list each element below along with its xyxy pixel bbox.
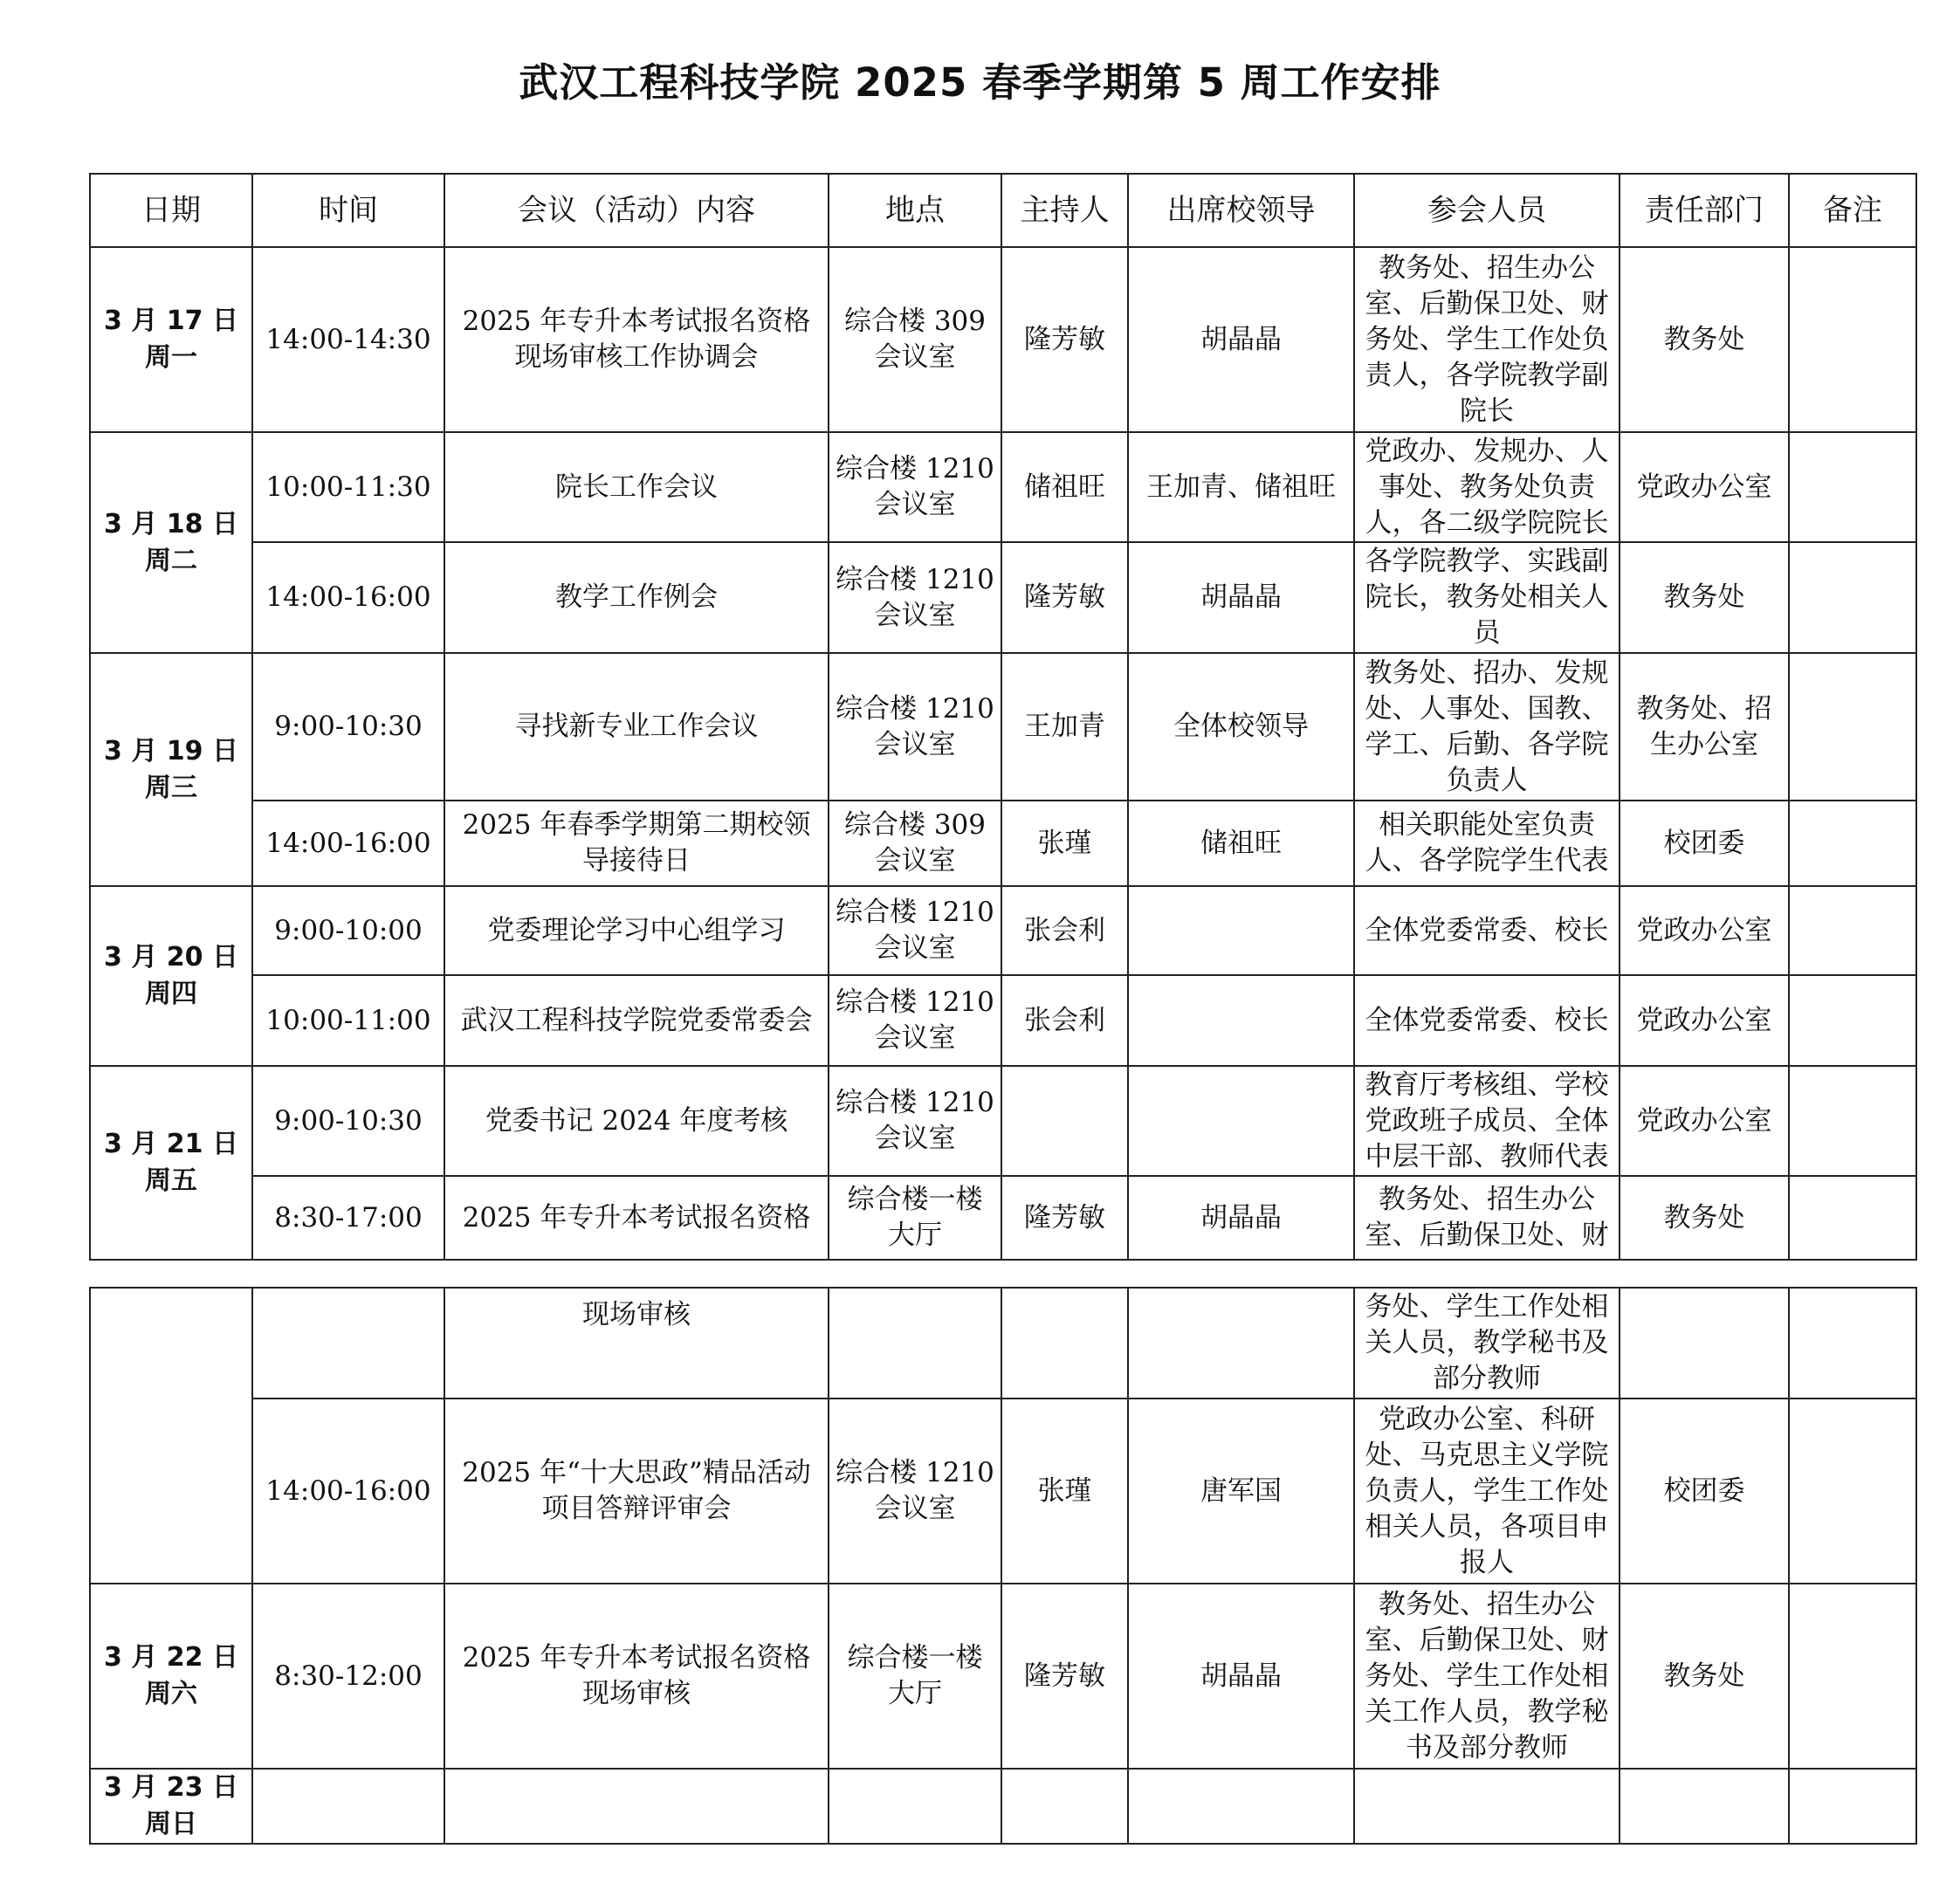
- note-cell: [1789, 1769, 1916, 1844]
- host-cell: 王加青: [1001, 653, 1128, 801]
- host-cell: 隆芳敏: [1001, 542, 1128, 653]
- date-cell: [90, 1066, 252, 1260]
- leaders-cell: [1128, 975, 1354, 1066]
- table-header-row: [90, 174, 1916, 247]
- note-cell: [1789, 975, 1916, 1066]
- weekday-label: 周五: [145, 1165, 197, 1196]
- header-attendees: 参会人员: [1354, 174, 1620, 247]
- table-row: [90, 432, 1916, 542]
- weekday-label: 周三: [145, 772, 197, 803]
- note-cell: [1789, 247, 1916, 432]
- table-row: [90, 1288, 1916, 1399]
- time-cell: [252, 1288, 444, 1399]
- date-cell: [90, 432, 252, 653]
- weekday-label: 周日: [145, 1809, 197, 1839]
- attendees-cell: 党政办公室、科研处、马克思主义学院负责人，学生工作处相关人员，各项目申报人: [1354, 1399, 1620, 1584]
- content-cell: 寻找新专业工作会议: [444, 653, 829, 801]
- content-cell: 2025 年“十大思政”精品活动项目答辩评审会: [444, 1399, 829, 1584]
- location-cell: 综合楼一楼大厅: [829, 1584, 1001, 1769]
- host-cell: [1001, 1288, 1128, 1399]
- location-cell: 综合楼 1210 会议室: [829, 432, 1001, 542]
- location-cell: 综合楼 1210 会议室: [829, 886, 1001, 975]
- location-cell: 综合楼 1210 会议室: [829, 542, 1001, 653]
- leaders-cell: 胡晶晶: [1128, 1584, 1354, 1769]
- note-cell: [1789, 653, 1916, 801]
- date-label: 3 月 23 日: [104, 1772, 238, 1803]
- note-cell: [1789, 1399, 1916, 1584]
- attendees-cell: 相关职能处室负责人、各学院学生代表: [1354, 801, 1620, 886]
- leaders-cell: [1128, 886, 1354, 975]
- leaders-cell: 王加青、储祖旺: [1128, 432, 1354, 542]
- time-cell: 14:00-16:00: [252, 1399, 444, 1584]
- attendees-cell: 教务处、招生办公室、后勤保卫处、财务处、学生工作处负责人，各学院教学副院长: [1354, 247, 1620, 432]
- time-cell: 8:30-17:00: [252, 1176, 444, 1260]
- table-row: [90, 975, 1916, 1066]
- note-cell: [1789, 1066, 1916, 1176]
- table-row: [90, 1399, 1916, 1584]
- host-cell: 张会利: [1001, 975, 1128, 1066]
- header-location: 地点: [829, 174, 1001, 247]
- time-cell: 10:00-11:00: [252, 975, 444, 1066]
- time-cell: [252, 1769, 444, 1844]
- dept-cell: [1620, 1288, 1789, 1399]
- date-cell: [90, 1584, 252, 1769]
- dept-cell: 党政办公室: [1620, 432, 1789, 542]
- note-cell: [1789, 801, 1916, 886]
- time-cell: 10:00-11:30: [252, 432, 444, 542]
- date-label: 3 月 21 日: [104, 1129, 238, 1159]
- dept-cell: 教务处: [1620, 247, 1789, 432]
- attendees-cell: [1354, 1769, 1620, 1844]
- host-cell: 张瑾: [1001, 801, 1128, 886]
- time-cell: 14:00-16:00: [252, 542, 444, 653]
- header-time: 时间: [252, 174, 444, 247]
- time-cell: 14:00-14:30: [252, 247, 444, 432]
- note-cell: [1789, 886, 1916, 975]
- content-cell: 2025 年专升本考试报名资格: [444, 1176, 829, 1260]
- time-cell: 8:30-12:00: [252, 1584, 444, 1769]
- header-content: 会议（活动）内容: [444, 174, 829, 247]
- schedule-table: [89, 173, 1917, 1261]
- content-cell: [444, 1769, 829, 1844]
- header-host: 主持人: [1001, 174, 1128, 247]
- leaders-cell: [1128, 1769, 1354, 1844]
- location-cell: 综合楼 1210 会议室: [829, 975, 1001, 1066]
- note-cell: [1789, 1584, 1916, 1769]
- weekday-label: 周二: [145, 545, 197, 576]
- table-row: [90, 1176, 1916, 1260]
- leaders-cell: 储祖旺: [1128, 801, 1354, 886]
- dept-cell: 校团委: [1620, 801, 1789, 886]
- content-cell: 党委书记 2024 年度考核: [444, 1066, 829, 1176]
- date-label: 3 月 19 日: [104, 735, 238, 766]
- host-cell: [1001, 1066, 1128, 1176]
- content-cell: 武汉工程科技学院党委常委会: [444, 975, 829, 1066]
- leaders-cell: [1128, 1066, 1354, 1176]
- date-cell: [90, 1769, 252, 1844]
- host-cell: 隆芳敏: [1001, 1176, 1128, 1260]
- content-cell: 2025 年专升本考试报名资格现场审核: [444, 1584, 829, 1769]
- date-cell: [90, 653, 252, 886]
- weekday-label: 周六: [145, 1679, 197, 1709]
- header-leaders: 出席校领导: [1128, 174, 1354, 247]
- date-label: 3 月 22 日: [104, 1642, 238, 1673]
- location-cell: 综合楼 1210 会议室: [829, 1399, 1001, 1584]
- date-cell: [90, 247, 252, 432]
- location-cell: 综合楼 1210 会议室: [829, 653, 1001, 801]
- time-cell: 9:00-10:30: [252, 653, 444, 801]
- content-cell: 教学工作例会: [444, 542, 829, 653]
- attendees-cell: 教务处、招生办公室、后勤保卫处、财务处、学生工作处相关工作人员，教学秘书及部分教师: [1354, 1584, 1620, 1769]
- attendees-cell: 党政办、发规办、人事处、教务处负责人，各二级学院院长: [1354, 432, 1620, 542]
- attendees-cell: 教务处、招办、发规处、人事处、国教、学工、后勤、各学院负责人: [1354, 653, 1620, 801]
- content-cell: 院长工作会议: [444, 432, 829, 542]
- dept-cell: 校团委: [1620, 1399, 1789, 1584]
- content-cell: 现场审核: [444, 1288, 829, 1399]
- date-label: 3 月 18 日: [104, 508, 238, 540]
- table-row: [90, 1584, 1916, 1769]
- date-label: 3 月 17 日: [104, 306, 238, 336]
- dept-cell: 教务处: [1620, 542, 1789, 653]
- header-date: 日期: [90, 174, 252, 247]
- host-cell: 隆芳敏: [1001, 1584, 1128, 1769]
- table-row: [90, 653, 1916, 801]
- location-cell: 综合楼一楼大厅: [829, 1176, 1001, 1260]
- note-cell: [1789, 542, 1916, 653]
- host-cell: 储祖旺: [1001, 432, 1128, 542]
- schedule-table-continued: [89, 1287, 1917, 1845]
- location-cell: 综合楼 309 会议室: [829, 247, 1001, 432]
- table-row: [90, 886, 1916, 975]
- leaders-cell: [1128, 1288, 1354, 1399]
- host-cell: [1001, 1769, 1128, 1844]
- attendees-cell: 各学院教学、实践副院长，教务处相关人员: [1354, 542, 1620, 653]
- table-row: [90, 801, 1916, 886]
- location-cell: [829, 1769, 1001, 1844]
- note-cell: [1789, 1176, 1916, 1260]
- location-cell: 综合楼 309 会议室: [829, 801, 1001, 886]
- attendees-cell: 务处、学生工作处相关人员，教学秘书及部分教师: [1354, 1288, 1620, 1399]
- table-row: [90, 542, 1916, 653]
- header-note: 备注: [1789, 174, 1916, 247]
- note-cell: [1789, 432, 1916, 542]
- dept-cell: 教务处、招生办公室: [1620, 653, 1789, 801]
- time-cell: 14:00-16:00: [252, 801, 444, 886]
- location-cell: 综合楼 1210 会议室: [829, 1066, 1001, 1176]
- attendees-cell: 全体党委常委、校长: [1354, 886, 1620, 975]
- note-cell: [1789, 1288, 1916, 1399]
- table-row: [90, 1066, 1916, 1176]
- leaders-cell: 唐军国: [1128, 1399, 1354, 1584]
- attendees-cell: 全体党委常委、校长: [1354, 975, 1620, 1066]
- date-label: 3 月 20 日: [104, 942, 238, 972]
- attendees-cell: 教育厅考核组、学校党政班子成员、全体中层干部、教师代表: [1354, 1066, 1620, 1176]
- header-dept: 责任部门: [1620, 174, 1789, 247]
- dept-cell: 党政办公室: [1620, 886, 1789, 975]
- content-cell: 2025 年春季学期第二期校领导接待日: [444, 801, 829, 886]
- dept-cell: [1620, 1769, 1789, 1844]
- date-cell: [90, 886, 252, 1066]
- host-cell: 张瑾: [1001, 1399, 1128, 1584]
- dept-cell: 教务处: [1620, 1176, 1789, 1260]
- dept-cell: 党政办公室: [1620, 1066, 1789, 1176]
- content-cell: 党委理论学习中心组学习: [444, 886, 829, 975]
- dept-cell: 党政办公室: [1620, 975, 1789, 1066]
- leaders-cell: 胡晶晶: [1128, 542, 1354, 653]
- content-cell: 2025 年专升本考试报名资格现场审核工作协调会: [444, 247, 829, 432]
- table-row: [90, 1769, 1916, 1844]
- time-cell: 9:00-10:00: [252, 886, 444, 975]
- weekday-label: 周四: [145, 979, 197, 1009]
- attendees-cell: 教务处、招生办公室、后勤保卫处、财: [1354, 1176, 1620, 1260]
- table-row: [90, 247, 1916, 432]
- host-cell: 张会利: [1001, 886, 1128, 975]
- page-title: 武汉工程科技学院 2025 春季学期第 5 周工作安排: [519, 59, 1441, 106]
- dept-cell: 教务处: [1620, 1584, 1789, 1769]
- leaders-cell: 全体校领导: [1128, 653, 1354, 801]
- weekday-label: 周一: [145, 342, 197, 373]
- leaders-cell: 胡晶晶: [1128, 247, 1354, 432]
- host-cell: 隆芳敏: [1001, 247, 1128, 432]
- leaders-cell: 胡晶晶: [1128, 1176, 1354, 1260]
- date-cell-continued: [90, 1288, 252, 1584]
- location-cell: [829, 1288, 1001, 1399]
- time-cell: 9:00-10:30: [252, 1066, 444, 1176]
